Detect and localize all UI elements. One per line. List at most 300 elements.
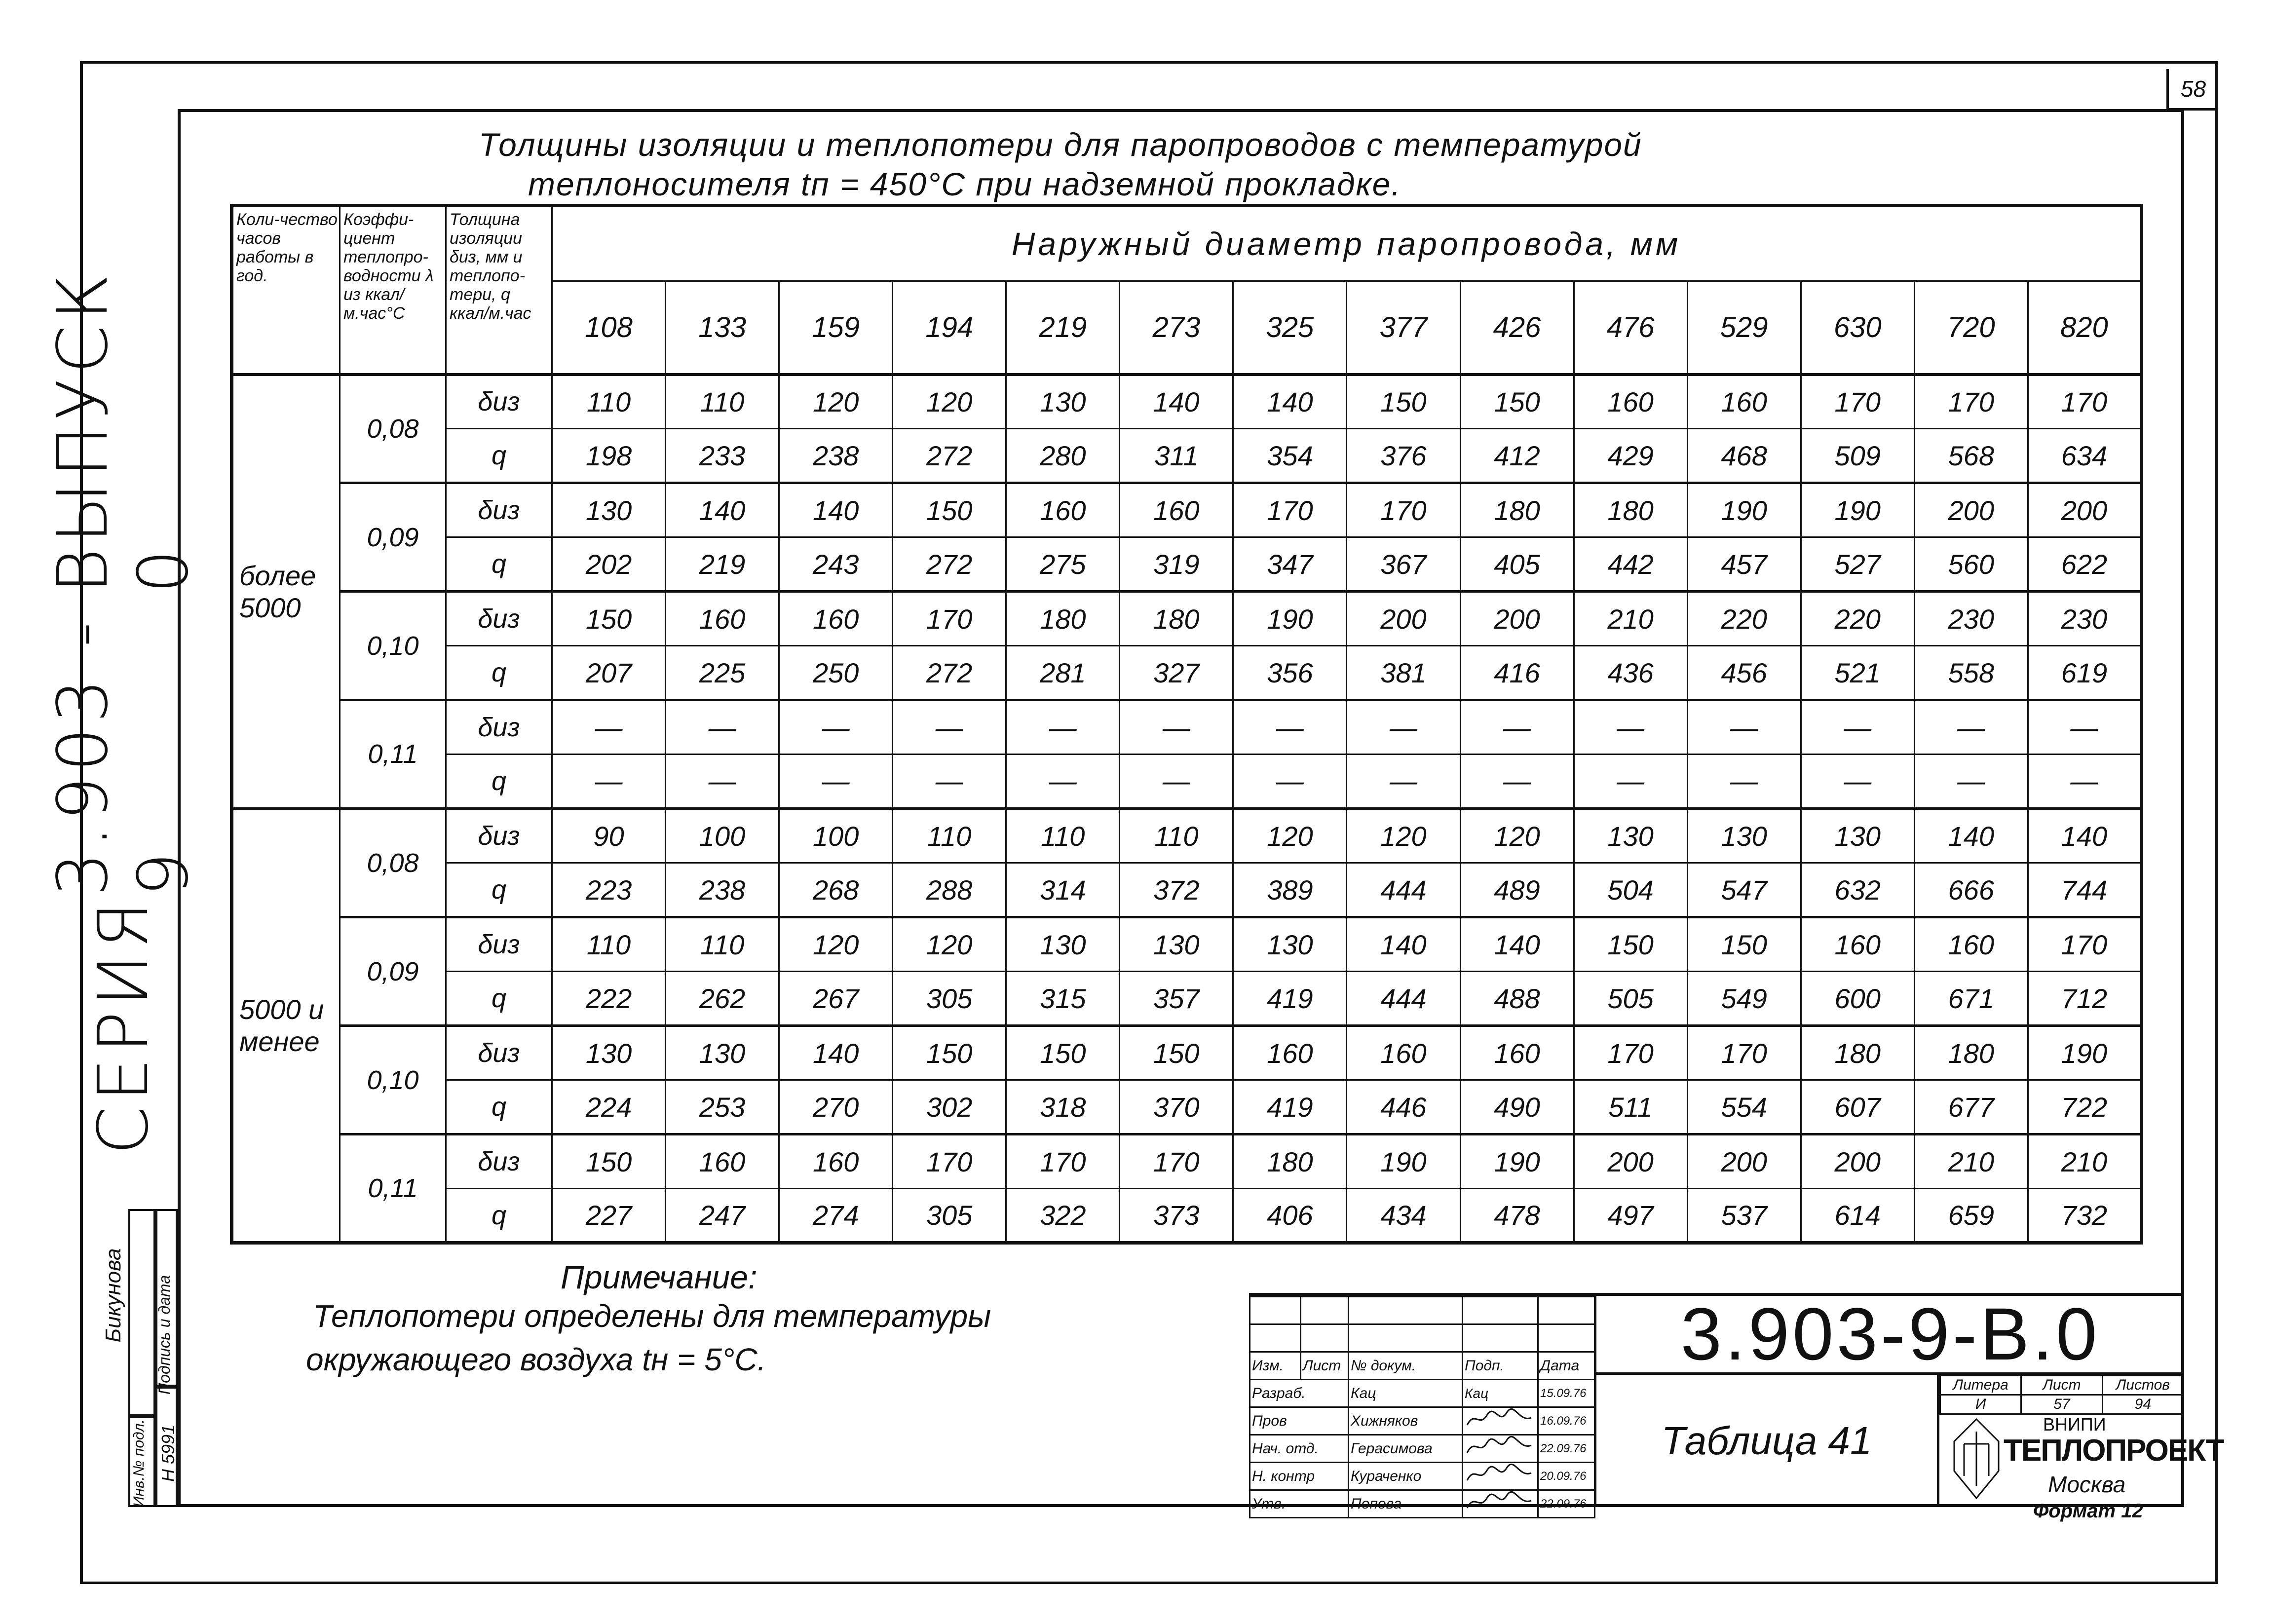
q-value: 247 [666,1189,779,1243]
q-value: 322 [1006,1189,1120,1243]
diameter-header: 159 [779,281,893,375]
q-value: 267 [779,972,893,1026]
delta-value: — [1801,700,1914,755]
delta-value: 100 [666,809,779,863]
delta-value: 140 [1460,917,1574,972]
delta-value: 180 [1460,483,1574,537]
q-value: — [1120,755,1233,809]
q-value: — [1347,755,1460,809]
q-value: 444 [1347,863,1460,917]
q-value: 347 [1233,537,1347,592]
delta-label: δиз [446,809,552,863]
date: 20.09.76 [1538,1463,1595,1490]
delta-value: — [1574,700,1687,755]
table-row [232,646,2142,700]
delta-value: 100 [779,809,893,863]
q-value: 560 [1914,537,2028,592]
diameter-header: 426 [1460,281,1574,375]
delta-value: 120 [1233,809,1347,863]
coef-cell: 0,09 [340,483,446,592]
q-label: q [446,537,552,592]
q-value: 288 [893,863,1006,917]
q-value: 318 [1006,1080,1120,1134]
delta-value: 120 [1347,809,1460,863]
q-value: 488 [1460,972,1574,1026]
sheet-title: Таблица 41 [1594,1375,1937,1507]
table-row [232,809,2142,863]
q-value: — [1460,755,1574,809]
delta-label: δиз [446,1026,552,1080]
delta-value: 160 [779,592,893,646]
person-name: Герасимова [1349,1435,1463,1463]
delta-value: 220 [1801,592,1914,646]
q-value: 319 [1120,537,1233,592]
q-label: q [446,972,552,1026]
q-value: 489 [1460,863,1574,917]
delta-value: 160 [1347,1026,1460,1080]
q-value: 634 [2028,429,2141,483]
header-hours: Коли-чество часов работы в год. [232,206,340,375]
table-row [232,429,2142,483]
delta-label: δиз [446,700,552,755]
delta-value: 150 [1460,375,1574,429]
delta-value: 130 [1687,809,1801,863]
q-value: 554 [1687,1080,1801,1134]
signature [1463,1490,1538,1518]
q-value: 243 [779,537,893,592]
note-heading: Примечание: [561,1259,757,1295]
date: 22.09.76 [1538,1435,1595,1463]
col-list: Лист [1301,1352,1349,1380]
table-row [232,1134,2142,1189]
q-value: 302 [893,1080,1006,1134]
diameter-header: 630 [1801,281,1914,375]
insulation-table [230,204,2143,1245]
q-value: 632 [1801,863,1914,917]
delta-value: 170 [1687,1026,1801,1080]
col-doc: № докум. [1349,1352,1463,1380]
delta-value: 130 [1574,809,1687,863]
q-value: 381 [1347,646,1460,700]
q-value: 622 [2028,537,2141,592]
q-value: 272 [893,646,1006,700]
role: Пров [1250,1407,1349,1435]
title-line-1: Толщины изоляции и теплопотери для паропроводов с температурой [479,126,1642,163]
delta-value: 170 [2028,375,2141,429]
delta-value: — [1233,700,1347,755]
delta-value: 150 [552,592,666,646]
q-value: 436 [1574,646,1687,700]
sheets-value: 94 [2102,1395,2183,1414]
delta-value: 140 [1914,809,2028,863]
q-value: 311 [1120,429,1233,483]
q-value: 327 [1120,646,1233,700]
table-row [232,972,2142,1026]
org-logo-icon [1949,1417,2004,1501]
delta-value: — [1347,700,1460,755]
q-value: — [893,755,1006,809]
q-value: 442 [1574,537,1687,592]
q-value: 434 [1347,1189,1460,1243]
q-value: — [1914,755,2028,809]
header-diameter-title: Наружный диаметр паропровода, мм [552,206,2142,281]
q-value: 253 [666,1080,779,1134]
signature [1463,1435,1538,1463]
q-value: 207 [552,646,666,700]
delta-value: 140 [1120,375,1233,429]
q-label: q [446,863,552,917]
diameter-header: 529 [1687,281,1801,375]
q-value: 367 [1347,537,1460,592]
q-value: 376 [1347,429,1460,483]
q-value: — [552,755,666,809]
q-value: 270 [779,1080,893,1134]
q-value: 225 [666,646,779,700]
q-value: 238 [666,863,779,917]
delta-value: 190 [1460,1134,1574,1189]
series-issue: ВЫПУСК 0 [43,268,204,594]
delta-value: 170 [1120,1134,1233,1189]
hours-group: более 5000 [232,375,340,809]
q-value: 406 [1233,1189,1347,1243]
delta-value: 170 [1006,1134,1120,1189]
delta-value: 110 [1120,809,1233,863]
person-name: Хижняков [1349,1407,1463,1435]
note-line-1: Теплопотери определены для температуры [313,1298,991,1334]
delta-value: 160 [779,1134,893,1189]
delta-value: 160 [1233,1026,1347,1080]
delta-value: 200 [1574,1134,1687,1189]
stamp-inv-value: Н 5991 [158,1424,178,1482]
diameter-header: 720 [1914,281,2028,375]
coef-cell: 0,11 [340,700,446,809]
delta-value: 160 [666,592,779,646]
q-value: 671 [1914,972,2028,1026]
delta-value: 230 [1914,592,2028,646]
document-number: 3.903-9-В.0 [1594,1296,2184,1375]
delta-value: 130 [1233,917,1347,972]
delta-value: 200 [1687,1134,1801,1189]
q-value: 511 [1574,1080,1687,1134]
q-value: 389 [1233,863,1347,917]
table-row [232,483,2142,537]
note-line-2: окружающего воздуха tн = 5°С. [306,1342,766,1377]
date: 16.09.76 [1538,1407,1595,1435]
coef-cell: 0,10 [340,592,446,700]
q-value: 444 [1347,972,1460,1026]
q-value: 505 [1574,972,1687,1026]
q-value: 314 [1006,863,1120,917]
q-value: 429 [1574,429,1687,483]
q-value: 468 [1687,429,1801,483]
delta-value: 130 [1801,809,1914,863]
signatory-row [1250,1380,1595,1407]
table-row [232,1026,2142,1080]
q-value: 222 [552,972,666,1026]
q-value: 238 [779,429,893,483]
delta-value: 120 [779,375,893,429]
delta-value: 150 [893,1026,1006,1080]
coef-cell: 0,09 [340,917,446,1026]
diameter-header: 325 [1233,281,1347,375]
delta-value: 170 [1574,1026,1687,1080]
q-value: — [2028,755,2141,809]
q-value: 568 [1914,429,2028,483]
delta-value: 190 [1801,483,1914,537]
q-value: 549 [1687,972,1801,1026]
archive-stamp [101,1209,178,1507]
person-name: Попова [1349,1490,1463,1518]
delta-value: — [666,700,779,755]
delta-value: 160 [1120,483,1233,537]
q-value: 509 [1801,429,1914,483]
delta-value: 170 [2028,917,2141,972]
q-label: q [446,1189,552,1243]
delta-value: 160 [1914,917,2028,972]
q-value: 537 [1687,1189,1801,1243]
delta-value: 130 [666,1026,779,1080]
q-value: 233 [666,429,779,483]
q-value: 497 [1574,1189,1687,1243]
delta-value: 160 [1460,1026,1574,1080]
q-value: 722 [2028,1080,2141,1134]
format-label: Формат 12 [2033,1500,2143,1522]
q-value: 373 [1120,1189,1233,1243]
delta-value: 110 [666,917,779,972]
signature [1463,1463,1538,1490]
table-row [232,1080,2142,1134]
delta-value: 180 [1006,592,1120,646]
delta-value: — [552,700,666,755]
signature-icon [1465,1463,1534,1485]
q-value: 268 [779,863,893,917]
role: Н. контр [1250,1463,1349,1490]
q-value: — [779,755,893,809]
delta-value: 190 [1687,483,1801,537]
coef-cell: 0,08 [340,375,446,483]
q-value: 198 [552,429,666,483]
q-value: — [1801,755,1914,809]
delta-value: 170 [1801,375,1914,429]
q-value: 262 [666,972,779,1026]
diameter-header: 273 [1120,281,1233,375]
q-value: 666 [1914,863,2028,917]
delta-value: 150 [552,1134,666,1189]
signature-icon [1465,1435,1534,1458]
q-value: 547 [1687,863,1801,917]
q-value: 619 [2028,646,2141,700]
delta-value: 130 [552,483,666,537]
q-value: 405 [1460,537,1574,592]
delta-value: 220 [1687,592,1801,646]
table-row [232,1189,2142,1243]
signature-icon [1465,1491,1534,1513]
q-value: 457 [1687,537,1801,592]
delta-value: — [1120,700,1233,755]
diameter-header: 194 [893,281,1006,375]
delta-value: 170 [1233,483,1347,537]
delta-value: 110 [552,375,666,429]
q-value: — [1233,755,1347,809]
delta-value: 170 [1914,375,2028,429]
q-value: 412 [1460,429,1574,483]
delta-value: 120 [893,375,1006,429]
table-row [232,863,2142,917]
signature-icon [1465,1408,1534,1430]
q-value: 677 [1914,1080,2028,1134]
delta-value: 180 [1801,1026,1914,1080]
delta-value: 210 [2028,1134,2141,1189]
table-row [232,537,2142,592]
q-value: 357 [1120,972,1233,1026]
q-value: 274 [779,1189,893,1243]
delta-value: 150 [1006,1026,1120,1080]
q-value: 527 [1801,537,1914,592]
delta-value: 160 [1687,375,1801,429]
signatory-row [1250,1490,1595,1518]
col-sign: Подп. [1463,1352,1538,1380]
revision-table [1249,1296,1595,1518]
header-thickness: Толщина изоляции δиз, мм и теплопо-тери, q ккал/м.час [446,206,552,375]
delta-value: 160 [1574,375,1687,429]
litera-value: И [1940,1395,2021,1414]
delta-value: 120 [779,917,893,972]
delta-label: δиз [446,483,552,537]
q-value: — [1687,755,1801,809]
diameter-header: 219 [1006,281,1120,375]
diameter-header: 108 [552,281,666,375]
delta-value: — [893,700,1006,755]
date: 15.09.76 [1538,1380,1595,1407]
sheets-label: Листов [2102,1376,2183,1395]
q-value: 281 [1006,646,1120,700]
q-value: — [1006,755,1120,809]
delta-label: δиз [446,1134,552,1189]
delta-value: 180 [1914,1026,2028,1080]
header-coef: Коэффи-циент теплопро-водности λ из ккал/м.час°С [340,206,446,375]
delta-value: 110 [893,809,1006,863]
q-value: 224 [552,1080,666,1134]
delta-value: 190 [2028,1026,2141,1080]
table-row [232,917,2142,972]
series-label [43,252,204,1155]
delta-value: 140 [1347,917,1460,972]
q-value: 202 [552,537,666,592]
coef-cell: 0,08 [340,809,446,917]
delta-value: — [1460,700,1574,755]
delta-value: 130 [1120,917,1233,972]
org-city: Москва [2048,1472,2126,1497]
delta-value: 190 [1347,1134,1460,1189]
delta-value: 180 [1120,592,1233,646]
org-top: ВНИПИ [2043,1414,2106,1435]
delta-value: 150 [893,483,1006,537]
signature [1463,1380,1538,1407]
q-value: 659 [1914,1189,2028,1243]
delta-value: 150 [1687,917,1801,972]
delta-value: 200 [1347,592,1460,646]
table-row [232,755,2142,809]
delta-value: 120 [1460,809,1574,863]
signature-text: Кац [1465,1385,1489,1401]
q-value: 490 [1460,1080,1574,1134]
delta-value: 130 [552,1026,666,1080]
q-value: 419 [1233,1080,1347,1134]
q-value: 354 [1233,429,1347,483]
q-value: 478 [1460,1189,1574,1243]
delta-value: 180 [1233,1134,1347,1189]
delta-label: δиз [446,917,552,972]
delta-value: 200 [1801,1134,1914,1189]
q-value: 504 [1574,863,1687,917]
delta-value: 150 [1347,375,1460,429]
coef-cell: 0,11 [340,1134,446,1243]
delta-value: 110 [1006,809,1120,863]
sheet-info [1937,1375,2224,1507]
date: 22.09.76 [1538,1490,1595,1518]
q-value: 280 [1006,429,1120,483]
q-value: 456 [1687,646,1801,700]
delta-value: 160 [666,1134,779,1189]
q-value: 732 [2028,1189,2141,1243]
coef-cell: 0,10 [340,1026,446,1134]
delta-value: 120 [893,917,1006,972]
signatory-row [1250,1463,1595,1490]
delta-value: 160 [1006,483,1120,537]
delta-value: — [779,700,893,755]
diameter-header: 133 [666,281,779,375]
q-value: 227 [552,1189,666,1243]
signature [1463,1407,1538,1435]
stamp-signer: Бикунова [101,1248,125,1343]
q-value: 370 [1120,1080,1233,1134]
q-value: 272 [893,537,1006,592]
delta-value: 200 [1914,483,2028,537]
delta-value: 150 [1120,1026,1233,1080]
litera-label: Литера [1940,1376,2021,1395]
table-row [232,592,2142,646]
person-name: Кац [1349,1380,1463,1407]
delta-value: — [1687,700,1801,755]
delta-label: δиз [446,592,552,646]
q-value: 712 [2028,972,2141,1026]
series-number: 3.903 - 9 [43,617,204,897]
table-row [232,375,2142,429]
q-value: 356 [1233,646,1347,700]
delta-value: 140 [1233,375,1347,429]
diameter-header: 377 [1347,281,1460,375]
q-value: 275 [1006,537,1120,592]
q-value: 305 [893,972,1006,1026]
delta-value: 160 [1801,917,1914,972]
q-value: 416 [1460,646,1574,700]
delta-value: 190 [1233,592,1347,646]
person-name: Кураченко [1349,1463,1463,1490]
q-label: q [446,646,552,700]
delta-value: — [1914,700,2028,755]
delta-label: δиз [446,375,552,429]
q-value: — [666,755,779,809]
delta-value: 140 [779,1026,893,1080]
diameter-header: 820 [2028,281,2141,375]
stamp-sign-label: Подпись и дата [155,1275,173,1395]
q-value: 419 [1233,972,1347,1026]
q-value: 250 [779,646,893,700]
diameter-header: 476 [1574,281,1687,375]
role: Разраб. [1250,1380,1349,1407]
delta-value: 140 [666,483,779,537]
delta-value: 140 [2028,809,2141,863]
